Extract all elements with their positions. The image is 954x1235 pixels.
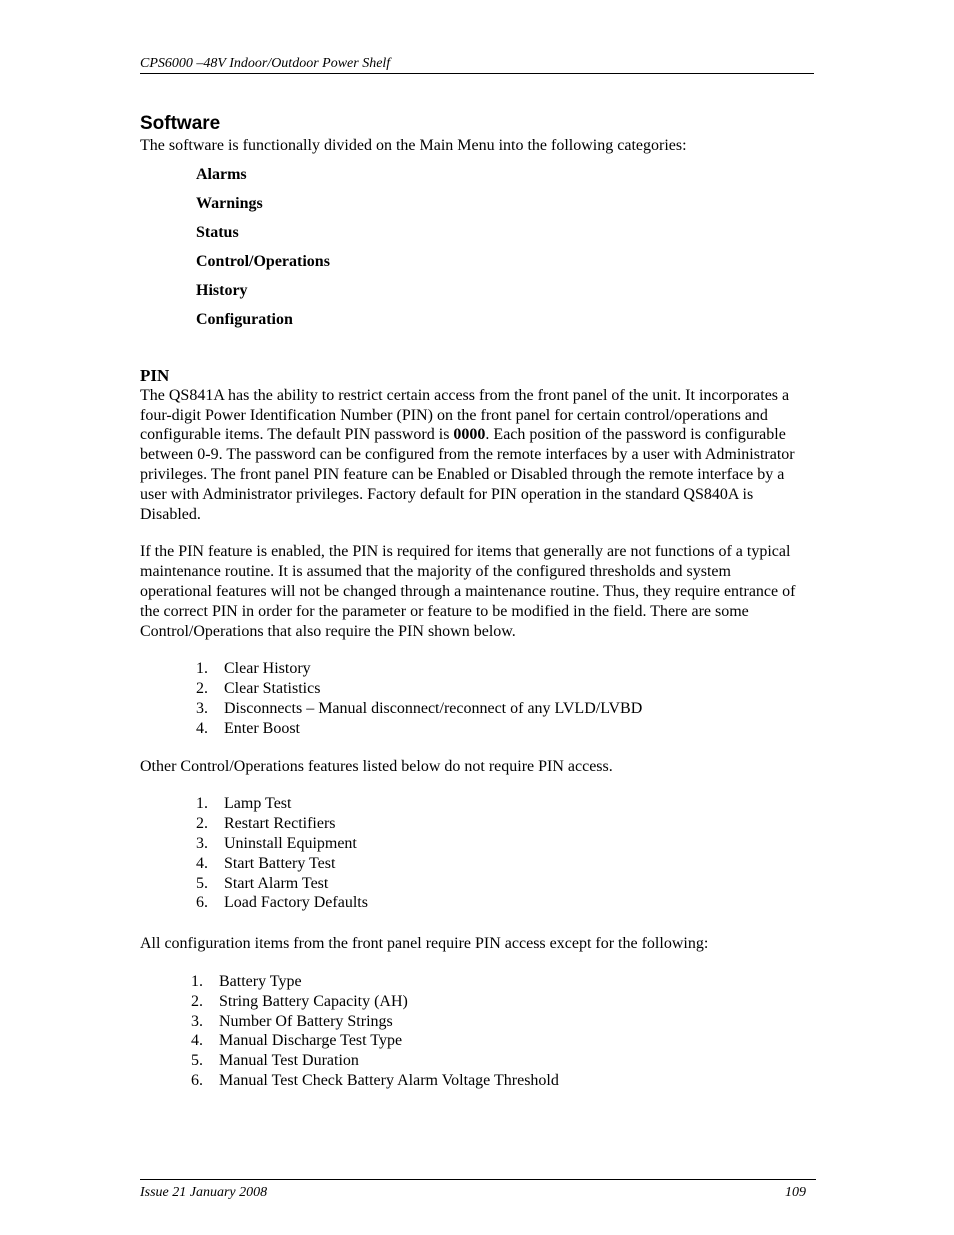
pin-paragraph-2: If the PIN feature is enabled, the PIN is required for items that generally are not functions of a typical maintenance routine. It is assumed that the majority of the configured thresholds and system operational features will not be changed through a maintenance routine. Thus, they require entrance of the correct PIN in order for the parameter or feature to be modified in the field. There are some Control/Operations that also require the PIN shown below. <box>140 543 796 640</box>
list-item: 3. Disconnects – Manual disconnect/reconnect of any LVLD/LVBD <box>196 699 643 717</box>
page-number: 109 <box>785 1185 806 1200</box>
config-exception-list <box>191 972 800 1091</box>
list-item: 2. Restart Rectifiers <box>196 815 336 833</box>
list-item: 4. Enter Boost <box>196 719 300 737</box>
pin-para1-text-a: The QS841A has the ability to restrict certain access from the front panel of the unit. It incorporates a four-digit Power Identification Number (PIN) on the front panel for certain control/operations and configurable items. The default PIN password is <box>140 386 790 444</box>
list-item: 3. Number Of Battery Strings <box>191 1012 393 1030</box>
header-title: CPS6000 –48V Indoor/Outdoor Power Shelf <box>140 56 391 71</box>
footer-issue: Issue 21 January 2008 <box>140 1185 268 1200</box>
pin-paragraph-1 <box>140 386 800 525</box>
category-item: Configuration <box>196 310 293 328</box>
list-item: 6. Manual Test Check Battery Alarm Voltage Threshold <box>191 1071 559 1089</box>
pin-para1-text-b: . Each position of the password is configurable between 0-9. The password can be configured from the remote interfaces by a user with Administrator privileges. The front panel PIN feature can be Enabled or Disabled through the remote interface by a user with Administrator privileges. Factory default for PIN operation in the standard QS840A is Disabled. <box>140 426 795 523</box>
section-intro: The software is functionally divided on the Main Menu into the following categories: <box>140 137 687 154</box>
list-item: 5. Manual Test Duration <box>191 1052 359 1070</box>
list-item: 4. Manual Discharge Test Type <box>191 1032 403 1050</box>
list-item: 1. Battery Type <box>191 972 302 990</box>
page-footer <box>140 1179 816 1201</box>
list-item: 2. String Battery Capacity (AH) <box>191 992 408 1010</box>
section-heading: Software <box>140 113 221 134</box>
no-pin-list <box>196 794 800 913</box>
list-item: 4. Start Battery Test <box>196 854 336 872</box>
list-item: 1. Lamp Test <box>196 795 292 813</box>
list-item: 5. Start Alarm Test <box>196 874 329 892</box>
pin-paragraph-3: Other Control/Operations features listed below do not require PIN access. <box>140 757 613 775</box>
list-item: 2. Clear Statistics <box>196 680 321 698</box>
pin-heading: PIN <box>140 365 170 385</box>
category-item: History <box>196 281 248 299</box>
page-header <box>140 55 814 74</box>
page-content <box>140 112 800 1091</box>
category-item: Alarms <box>196 165 247 183</box>
list-item: 6. Load Factory Defaults <box>196 894 368 912</box>
default-pin-value: 0000 <box>453 426 486 444</box>
category-item: Warnings <box>196 194 263 212</box>
pin-paragraph-4: All configuration items from the front panel require PIN access except for the following: <box>140 935 709 953</box>
category-item: Status <box>196 223 239 241</box>
category-item: Control/Operations <box>196 252 330 270</box>
list-item: 1. Clear History <box>196 660 311 678</box>
list-item: 3. Uninstall Equipment <box>196 834 357 852</box>
pin-required-list <box>196 659 800 738</box>
category-list <box>196 165 800 329</box>
